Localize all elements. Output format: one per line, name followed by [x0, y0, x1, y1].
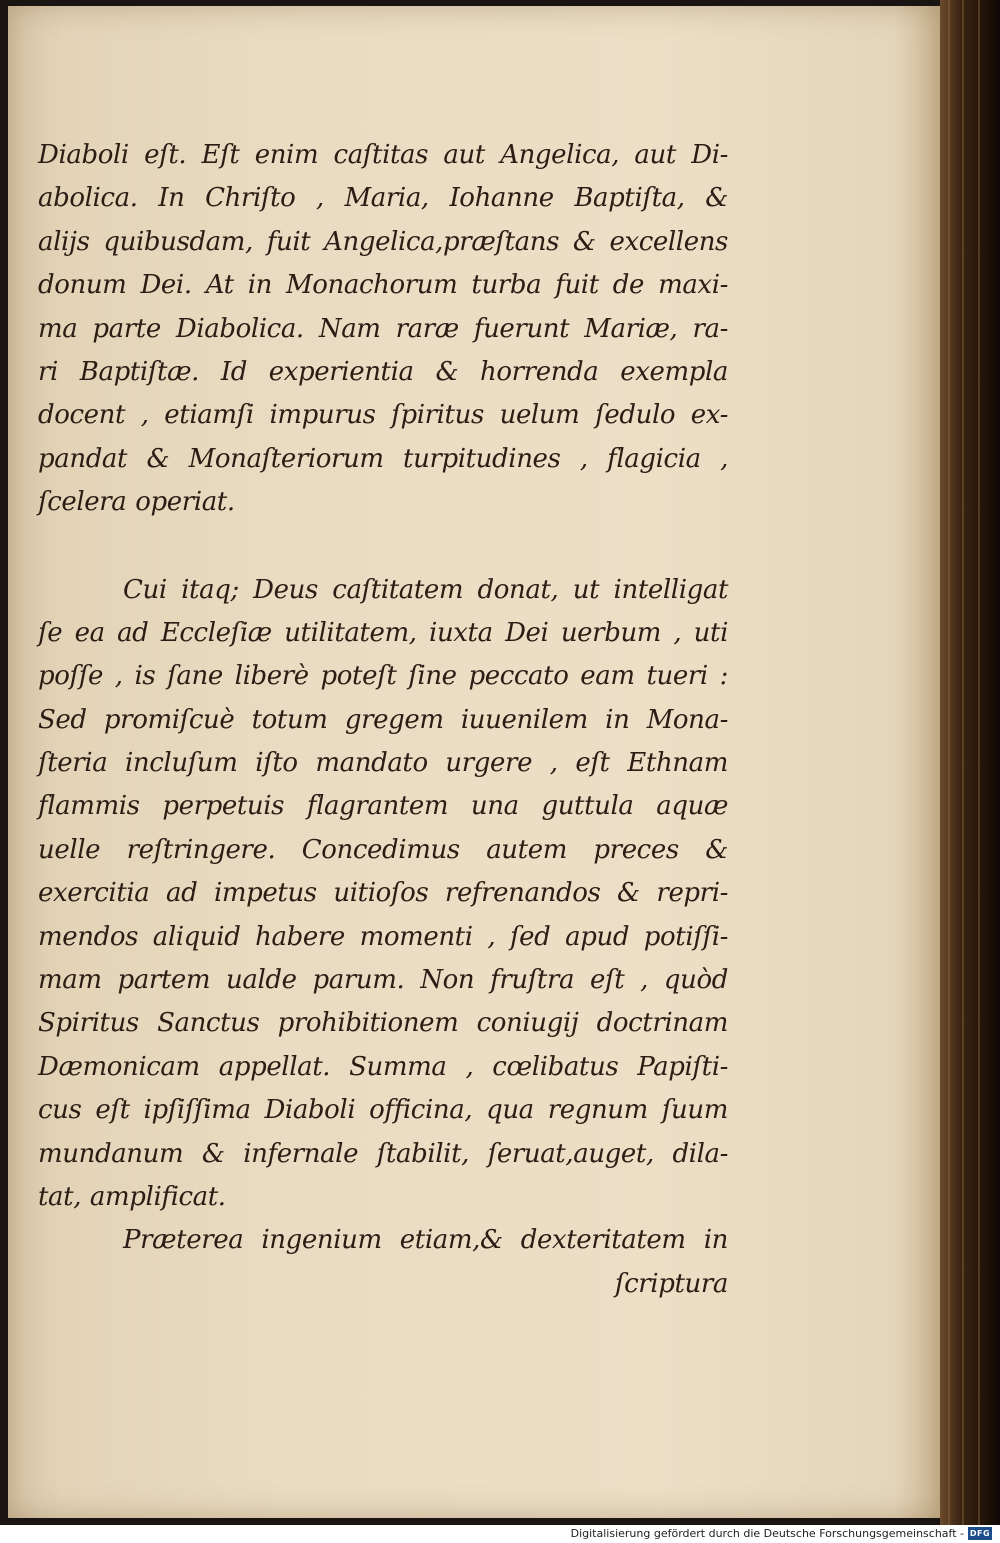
text-line: mendos aliquid habere momenti , ſed apud potiſſi- — [38, 921, 728, 952]
text-line: tat, amplificat. — [38, 1181, 226, 1212]
text-line: mam partem ualde parum. Non fruſtra eſt , quòd — [38, 965, 728, 996]
text-line: Sed promiſcuè totum gregem iuuenilem in Mona- — [38, 704, 728, 735]
text-line: flammis perpetuis flagrantem una guttula aquæ — [38, 791, 728, 822]
text-line: ma parte Diabolica. Nam raræ fuerunt Mariæ, ra- — [38, 313, 728, 344]
text-line: exercitia ad impetus uitioſos refrenandos & repri- — [38, 878, 728, 909]
funding-credit: Digitalisierung gefördert durch die Deutsche Forschungsgemeinschaft - — [570, 1527, 964, 1540]
text-line: Dæmonicam appellat. Summa , cœlibatus Papiſti- — [38, 1051, 728, 1082]
dfg-logo-icon: DFG — [969, 1529, 991, 1538]
text-line: mundanum & infernale ſtabilit, ſeruat,auget, dila- — [38, 1138, 728, 1169]
text-line: Spiritus Sanctus prohibitionem coniugij doctrinam — [38, 1008, 728, 1039]
text-line: ſcelera operiat. — [38, 487, 235, 518]
catchword: ſcriptura — [614, 1268, 728, 1299]
text-line: alijs quibusdam, fuit Angelica,præſtans & excellens — [38, 226, 728, 257]
page-edge — [940, 0, 1000, 1525]
text-line: ſe ea ad Eccleſiæ utilitatem, iuxta Dei uerbum , uti — [38, 617, 728, 648]
edge-line — [978, 0, 980, 1525]
text-line: abolica. In Chriſto , Maria, Iohanne Baptiſta, & — [38, 183, 728, 214]
text-line: Diaboli eſt. Eſt enim caſtitas aut Angelica, aut Di- — [38, 140, 728, 170]
text-line: uelle reſtringere. Concedimus autem preces & — [38, 834, 728, 865]
text-line: cus eſt ipſiſſima Diaboli officina, qua regnum ſuum — [38, 1095, 728, 1126]
text-line: poſſe , is ſane liberè poteſt ſine peccato eam tueri : — [38, 661, 728, 692]
book-page — [8, 6, 940, 1518]
text-line: Præterea ingenium etiam,& dexteritatem in — [123, 1225, 728, 1256]
page-text — [38, 134, 728, 1306]
footer — [0, 1525, 1000, 1543]
text-line: pandat & Monaſteriorum turpitudines , flagicia , — [38, 443, 728, 474]
paragraph-gap — [38, 525, 728, 569]
edge-line — [962, 0, 964, 1525]
text-line: docent , etiamſi impurus ſpiritus uelum ſedulo ex- — [38, 400, 728, 431]
text-line: Cui itaq; Deus caſtitatem donat, ut intelligat — [123, 574, 728, 605]
text-line: ri Baptiſtæ. Id experientia & horrenda exempla — [38, 356, 728, 387]
text-line: donum Dei. At in Monachorum turba fuit de maxi- — [38, 270, 728, 301]
text-line: ſteria incluſum iſto mandato urgere , eſt Ethnam — [38, 748, 728, 779]
edge-line — [948, 0, 950, 1525]
